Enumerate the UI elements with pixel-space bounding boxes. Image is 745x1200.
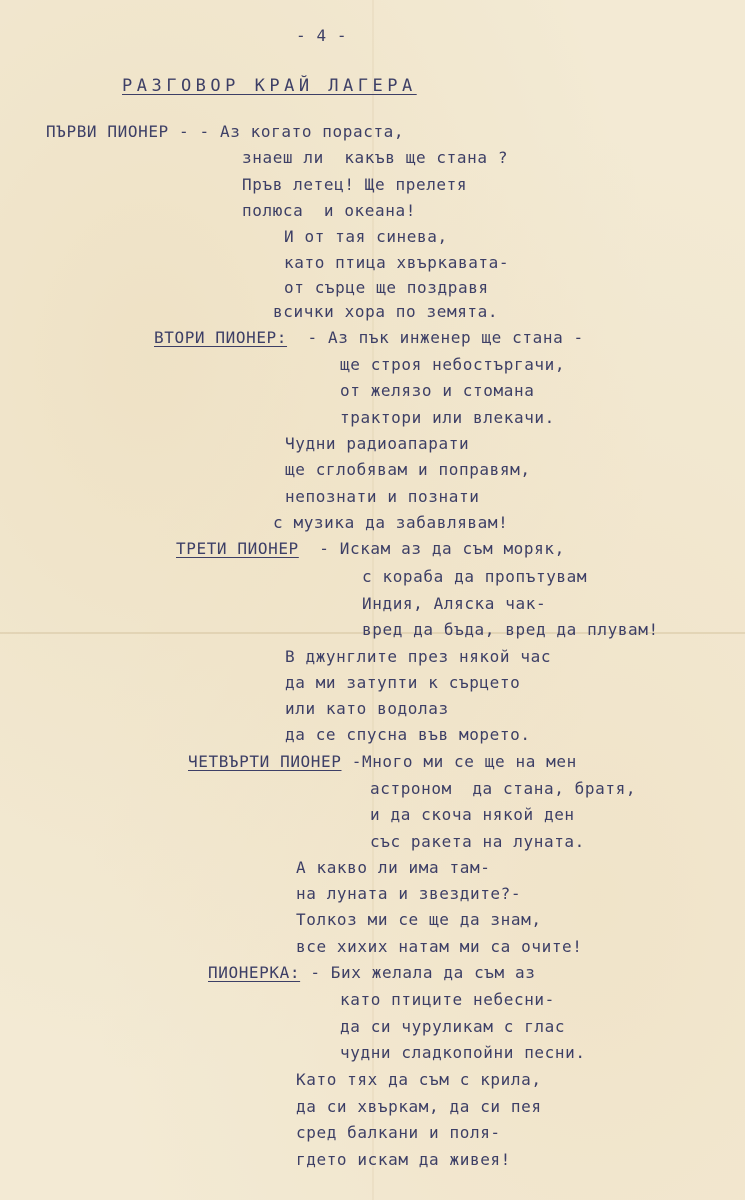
verse-line: В джунглите през някой час (285, 647, 552, 666)
verse-line: с кораба да пропътувам (362, 567, 588, 586)
verse-line: да се спусна във морето. (285, 725, 531, 744)
speaker-line-2 (154, 328, 584, 348)
verse-line: като птица хвъркавата- (284, 253, 510, 272)
verse-line: и да скоча някой ден (370, 805, 575, 824)
verse-line: - Аз пък инженер ще стана - (287, 328, 584, 347)
verse-line: А какво ли има там- (296, 858, 491, 877)
verse-line: да си чуруликам с глас (340, 1017, 566, 1036)
verse-line: сред балкани и поля- (296, 1123, 501, 1142)
verse-line: ще строя небостъргачи, (340, 355, 566, 374)
verse-line: -Много ми се ще на мен (341, 752, 577, 771)
speaker-first-pioneer: ПЪРВИ ПИОНЕР (46, 122, 169, 141)
verse-line: като птиците небесни- (340, 990, 555, 1009)
verse-line: Като тях да съм с крила, (296, 1070, 542, 1089)
verse-line: Толкоз ми се ще да знам, (296, 910, 542, 929)
verse-line: всички хора по земята. (273, 302, 499, 321)
speaker-line-4 (188, 752, 577, 772)
verse-line: със ракета на луната. (370, 832, 585, 851)
verse-line: И от тая синева, (284, 227, 448, 246)
verse-line: от сърце ще поздравя (284, 278, 489, 297)
speaker-line-1 (46, 122, 404, 142)
speaker-fourth-pioneer: ЧЕТВЪРТИ ПИОНЕР (188, 752, 342, 771)
verse-line: непознати и познати (285, 487, 480, 506)
speaker-second-pioneer: ВТОРИ ПИОНЕР: (154, 328, 288, 347)
speaker-third-pioneer: ТРЕТИ ПИОНЕР (176, 539, 299, 558)
speaker-line-3 (176, 539, 565, 559)
verse-line: - Бих желала да съм аз (300, 963, 536, 982)
verse-line: или като водолаз (285, 699, 449, 718)
verse-line: на луната и звездите?- (296, 884, 522, 903)
verse-line: да ми затупти к сърцето (285, 673, 521, 692)
verse-line: да си хвъркам, да си пея (296, 1097, 542, 1116)
verse-line: знаеш ли какъв ще стана ? (242, 148, 509, 167)
page-number: - 4 - (296, 26, 348, 45)
verse-line: полюса и океана! (242, 201, 416, 220)
verse-line: ще сглобявам и поправям, (285, 460, 531, 479)
verse-line: - Искам аз да съм моряк, (298, 539, 565, 558)
verse-line: Чудни радиоапарати (285, 434, 470, 453)
verse-line: чудни сладкопойни песни. (340, 1043, 586, 1062)
speaker-line-5 (208, 963, 535, 983)
verse-line: - - Аз когато порастa, (168, 122, 405, 141)
verse-line: Пръв летец! Ще прелетя (242, 175, 468, 194)
speaker-pioneer-girl: ПИОНЕРКА: (208, 963, 301, 982)
verse-line: трактори или влекачи. (340, 408, 555, 427)
verse-line: вред да бъда, вред да плувам! (362, 620, 659, 639)
verse-line: Индия, Аляска чак- (362, 594, 547, 613)
page-title: РАЗГОВОР КРАЙ ЛАГЕРА (122, 76, 417, 96)
verse-line: все хихих натам ми са очите! (296, 937, 583, 956)
verse-line: от желязо и стомана (340, 381, 535, 400)
verse-line: гдето искам да живея! (296, 1150, 511, 1169)
verse-line: астроном да стана, братя, (370, 779, 637, 798)
verse-line: с музика да забавлявам! (273, 513, 509, 532)
